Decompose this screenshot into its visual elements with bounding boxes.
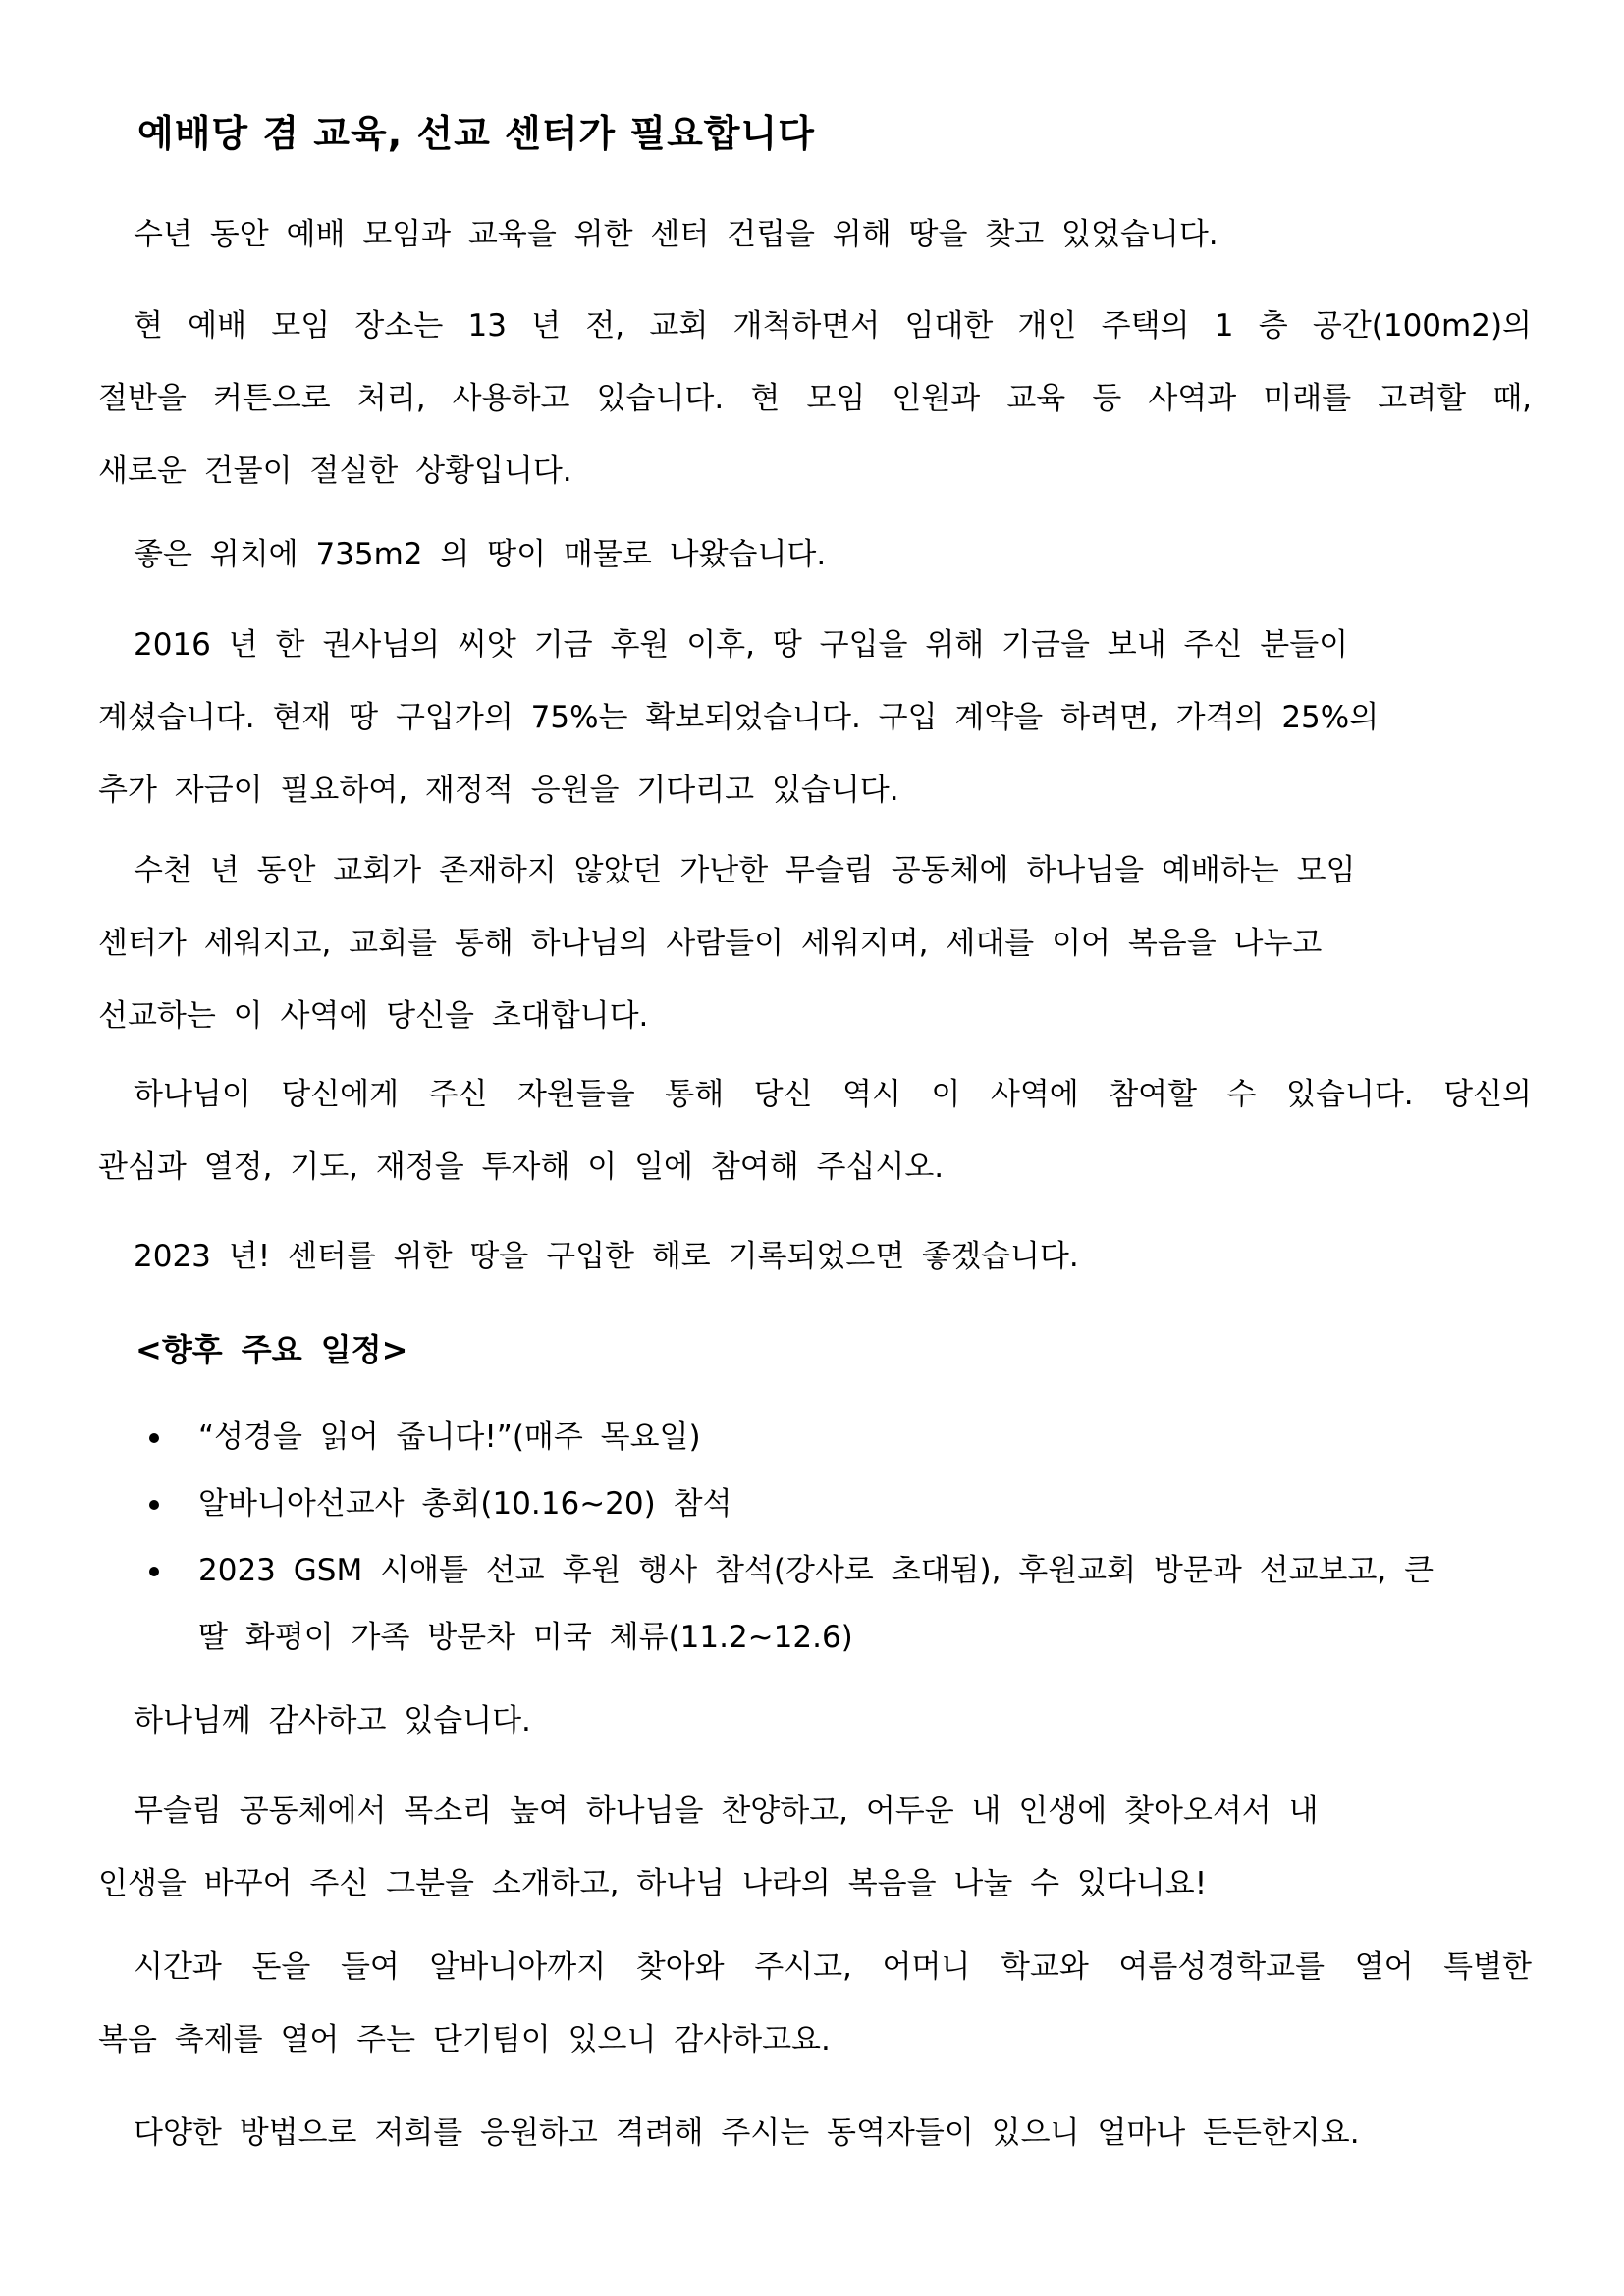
bullet-icon <box>149 1500 159 1510</box>
paragraph-line: 하나님이 당신에게 주신 자원들을 통해 당신 역시 이 사역에 참여할 수 있습니다. 당신의 <box>134 1077 1532 1112</box>
schedule-item <box>137 1404 1532 1470</box>
schedule-heading: <향후 주요 일정> <box>135 1331 408 1368</box>
paragraph-line: 현 예배 모임 장소는 13 년 전, 교회 개척하면서 임대한 개인 주택의 1 층 공간(100m2)의 <box>134 308 1532 344</box>
paragraph-line: 복음 축제를 열어 주는 단기팀이 있으니 감사하고요. <box>98 2022 831 2057</box>
paragraph-thanks <box>98 1684 1532 1757</box>
paragraph-line: 다양한 방법으로 저희를 응원하고 격려해 주시는 동역자들이 있으니 얼마나 든든한지요. <box>134 2115 1360 2151</box>
paragraph-line: 관심과 열정, 기도, 재정을 투자해 이 일에 참여해 주십시오. <box>98 1149 945 1185</box>
paragraph-line: 좋은 위치에 735m2 의 땅이 매물로 나왔습니다. <box>134 537 827 572</box>
schedule-item-text: 알바니아선교사 총회(10.16~20) 참석 <box>198 1486 732 1522</box>
paragraph-participation <box>98 1058 1532 1203</box>
paragraph-line: 절반을 커튼으로 처리, 사용하고 있습니다. 현 모임 인원과 교육 등 사역과 미래를 고려할 때, <box>98 381 1532 416</box>
schedule-item-text: “성경을 읽어 줍니다!”(매주 목요일) <box>198 1419 701 1455</box>
schedule-item-text: 딸 화평이 가족 방문차 미국 체류(11.2~12.6) <box>198 1620 853 1655</box>
paragraph-line: 무슬림 공동체에서 목소리 높여 하나님을 찬양하고, 어두운 내 인생에 찾아오셔서 내 <box>134 1793 1319 1829</box>
paragraph-intro <box>98 198 1532 271</box>
paragraph-fund-status <box>98 609 1532 827</box>
bullet-icon <box>149 1433 159 1443</box>
paragraph-praise <box>98 1775 1532 1920</box>
paragraph-line: 2023 년! 센터를 위한 땅을 구입한 해로 기록되었으면 좋겠습니다. <box>134 1239 1079 1274</box>
paragraph-partners <box>98 2097 1532 2169</box>
paragraph-line: 계셨습니다. 현재 땅 구입가의 75%는 확보되었습니다. 구입 계약을 하려면, 가격의 25%의 <box>98 700 1380 735</box>
paragraph-current-location <box>98 290 1532 507</box>
schedule-item <box>137 1470 1532 1537</box>
document-title: 예배당 겸 교육, 선교 센터가 필요합니다 <box>137 112 815 155</box>
bullet-icon <box>149 1567 159 1576</box>
paragraph-line: 추가 자금이 필요하여, 재정적 응원을 기다리고 있습니다. <box>98 773 899 808</box>
schedule-item <box>137 1537 1532 1671</box>
paragraph-line: 시간과 돈을 들여 알바니아까지 찾아와 주시고, 어머니 학교와 여름성경학교를 열어 특별한 <box>134 1949 1532 1985</box>
paragraph-2023-hope <box>98 1220 1532 1293</box>
paragraph-invitation <box>98 834 1532 1052</box>
paragraph-line: 수천 년 동안 교회가 존재하지 않았던 가난한 무슬림 공동체에 하나님을 예배하는 모임 <box>134 853 1356 888</box>
paragraph-line: 선교하는 이 사역에 당신을 초대합니다. <box>98 998 649 1034</box>
paragraph-line: 2016 년 한 권사님의 씨앗 기금 후원 이후, 땅 구입을 위해 기금을 보내 주신 분들이 <box>134 627 1349 663</box>
schedule-list <box>137 1404 1532 1671</box>
paragraph-land-for-sale <box>98 518 1532 591</box>
paragraph-line: 수년 동안 예배 모임과 교육을 위한 센터 건립을 위해 땅을 찾고 있었습니다. <box>134 217 1218 252</box>
paragraph-line: 센터가 세워지고, 교회를 통해 하나님의 사람들이 세워지며, 세대를 이어 복음을 나누고 <box>98 926 1323 961</box>
schedule-item-text: 2023 GSM 시애틀 선교 후원 행사 참석(강사로 초대됨), 후원교회 방문과 선교보고, 큰 <box>198 1553 1435 1588</box>
paragraph-line: 하나님께 감사하고 있습니다. <box>134 1703 531 1738</box>
paragraph-line: 새로운 건물이 절실한 상황입니다. <box>98 454 572 489</box>
paragraph-short-term-team <box>98 1931 1532 2076</box>
paragraph-line: 인생을 바꾸어 주신 그분을 소개하고, 하나님 나라의 복음을 나눌 수 있다니요! <box>98 1866 1208 1901</box>
